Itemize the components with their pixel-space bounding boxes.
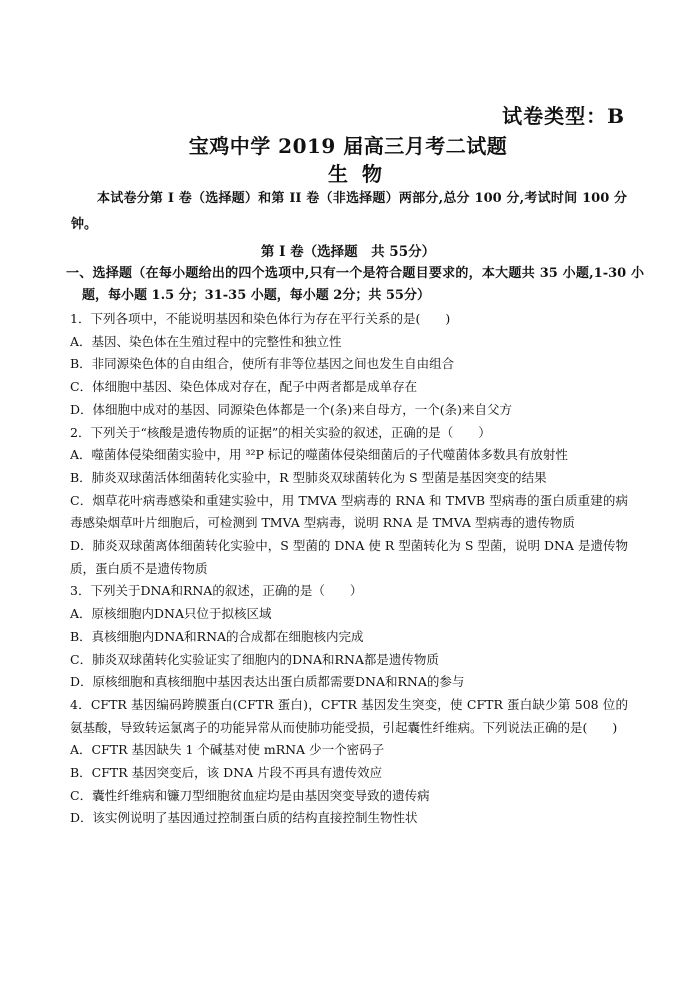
part-instruction: 一、选择题（在每小题给出的四个选项中,只有一个是符合题目要求的，本大题共 35 小题,1-30 小题，每小题 1.5 分；31-35 小题，每小题 2分；共 55分）: [66, 266, 644, 303]
question-stem: 4．CFTR 基因编码跨膜蛋白(CFTR 蛋白)，CFTR 基因发生突变，使 CFTR 蛋白缺少第 508 位的氨基酸，导致转运氯离子的功能异常从而使肺功能受损，引起囊性纤维病。下列说法正确的是( ): [70, 696, 628, 735]
option-b: B．CFTR 基因突变后，该 DNA 片段不再具有遗传效应: [70, 765, 383, 781]
option-a: A．噬菌体侵染细菌实验中，用 ³²P 标记的噬菌体侵染细菌后的子代噬菌体多数具有放射性: [70, 447, 568, 463]
question-stem: 3．下列关于DNA和RNA的叙述，正确的是（ ）: [70, 583, 363, 599]
option-d: D．肺炎双球菌离体细菌转化实验中，S 型菌的 DNA 使 R 型菌转化为 S 型菌，说明 DNA 是遗传物质，蛋白质不是遗传物质: [70, 538, 628, 576]
question-4: [70, 694, 628, 830]
option-d: D．体细胞中成对的基因、同源染色体都是一个(条)来自母方，一个(条)来自父方: [70, 401, 513, 417]
option-c: C．囊性纤维病和镰刀型细胞贫血症均是由基因突变导致的遗传病: [70, 787, 430, 803]
option-b: B．肺炎双球菌活体细菌转化实验中，R 型肺炎双球菌转化为 S 型菌是基因突变的结果: [70, 469, 547, 485]
question-1: [70, 308, 628, 422]
question-stem: 1．下列各项中，不能说明基因和染色体行为存在平行关系的是( ): [70, 311, 451, 326]
option-b: B．非同源染色体的自由组合，使所有非等位基因之间也发生自由组合: [70, 356, 455, 372]
subject-title: 生物: [328, 162, 396, 186]
question-3: [70, 580, 628, 694]
option-d: D．原核细胞和真核细胞中基因表达出蛋白质都需要DNA和RNA的参与: [70, 674, 465, 690]
option-a: A．原核细胞内DNA只位于拟核区域: [70, 606, 272, 622]
option-c: C．肺炎双球菌转化实验证实了细胞内的DNA和RNA都是遗传物质: [70, 651, 439, 667]
option-b: B．真核细胞内DNA和RNA的合成都在细胞核内完成: [70, 628, 364, 644]
option-a: A．基因、染色体在生殖过程中的完整性和独立性: [70, 333, 342, 349]
question-2: [70, 422, 628, 581]
question-stem: 2．下列关于“核酸是遗传物质的证据”的相关实验的叙述，正确的是（ ）: [70, 424, 491, 440]
exam-intro: 本试卷分第 I 卷（选择题）和第 II 卷（非选择题）两部分,总分 100 分,考试时间 100 分钟。: [71, 191, 627, 232]
option-c: C．烟草花叶病毒感染和重建实验中，用 TMVA 型病毒的 RNA 和 TMVB 型病毒的蛋白质重建的病毒感染烟草叶片细胞后，可检测到 TMVA 型病毒，说明 RNA 是 TMVA 型病毒的遗传物质: [70, 492, 628, 531]
exam-title: 宝鸡中学 2019 届高三月考二试题: [188, 134, 508, 158]
paper-type-label: 试卷类型：B: [502, 104, 625, 128]
question-list: [70, 308, 628, 830]
option-a: A．CFTR 基因缺失 1 个碱基对使 mRNA 少一个密码子: [70, 742, 385, 758]
option-c: C．体细胞中基因、染色体成对存在，配子中两者都是成单存在: [70, 379, 418, 395]
section-heading: 第 I 卷（选择题 共 55分）: [260, 244, 436, 260]
option-d: D．该实例说明了基因通过控制蛋白质的结构直接控制生物性状: [70, 810, 418, 826]
